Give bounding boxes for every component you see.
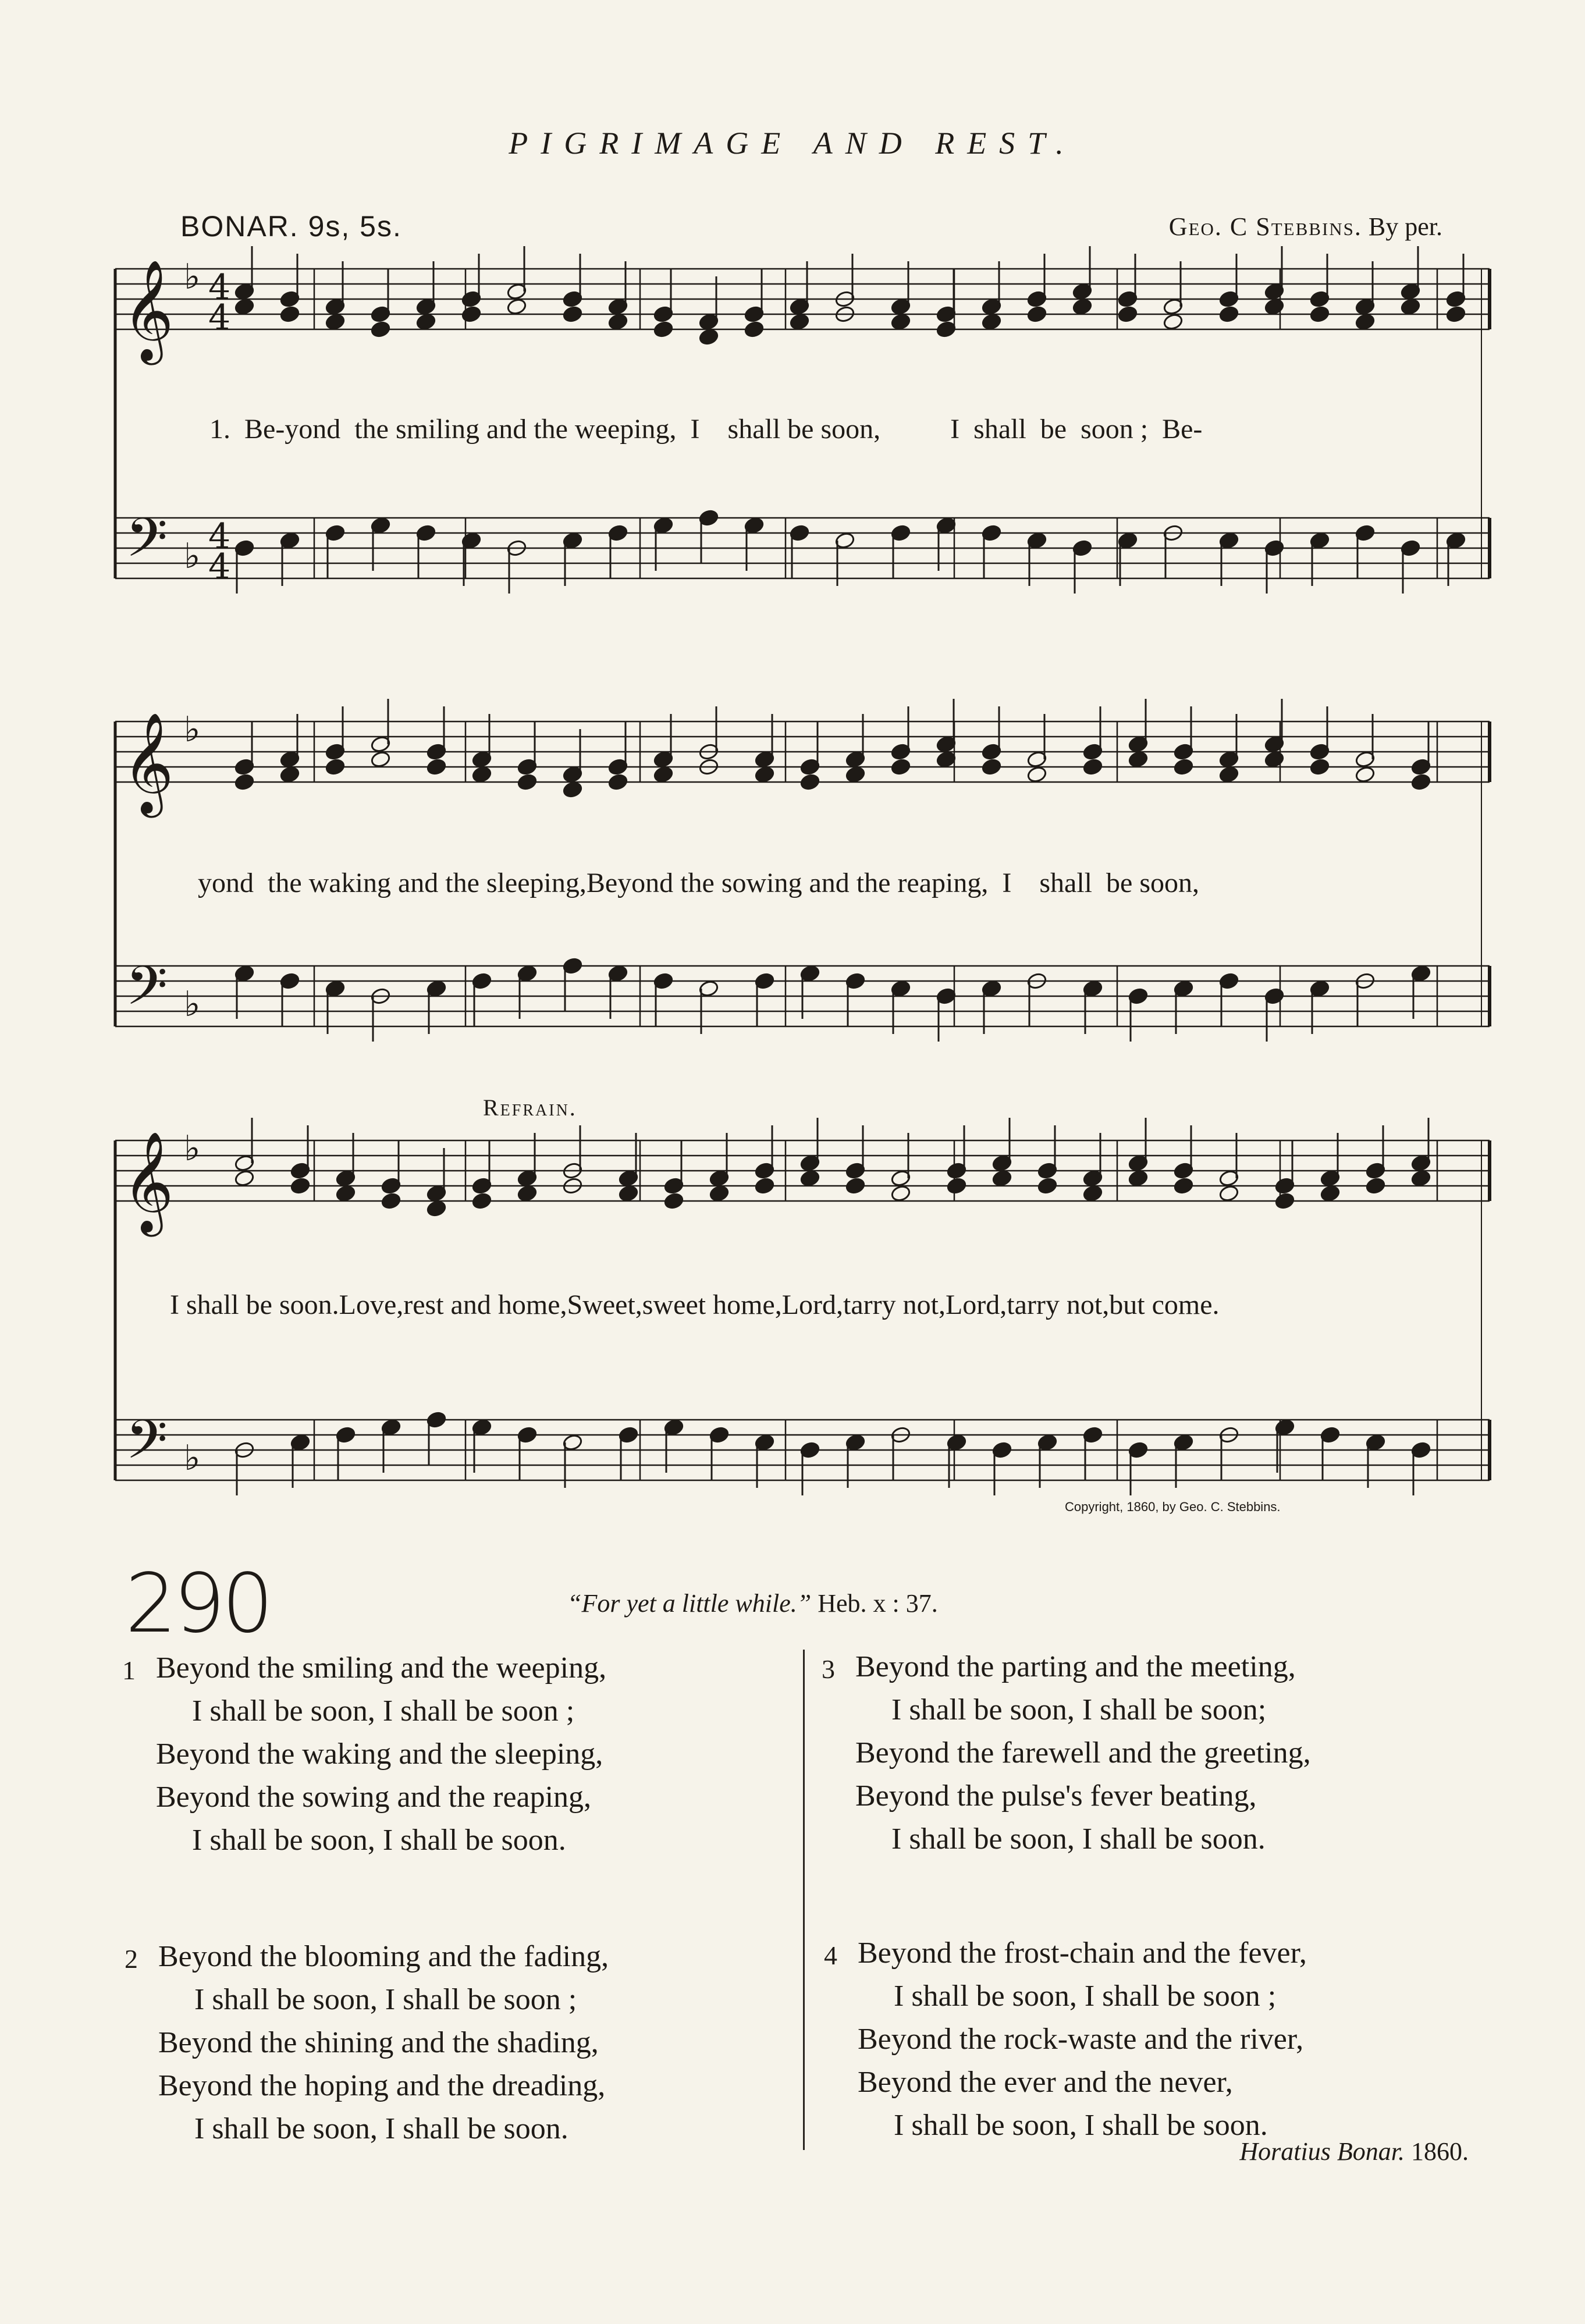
stanza-line: I shall be soon, I shall be soon;	[891, 1693, 1267, 1726]
stanza-line: Beyond the blooming and the fading,	[158, 1940, 609, 1973]
stanza-line: I shall be soon, I shall be soon ;	[894, 1980, 1277, 2013]
bass-clef-icon: 𝄢	[126, 955, 168, 1030]
note-head	[936, 321, 957, 339]
note-head	[890, 313, 911, 331]
note-head	[799, 1170, 820, 1188]
lyric-line-3: I shall be soon.Love,rest and home,Sweet,sweet home,Lord,tarry not,Lord,tarry not,but come.	[170, 1289, 1220, 1320]
flat-key-icon: ♭	[184, 535, 201, 577]
note-head	[618, 1185, 639, 1203]
author-credit	[1239, 2137, 1469, 2166]
note-head	[754, 766, 775, 784]
note-head	[234, 298, 255, 316]
note-head	[1264, 751, 1285, 769]
note-head	[991, 1170, 1012, 1188]
scripture-reference	[567, 1589, 938, 1618]
note-head	[279, 766, 300, 784]
treble-clef-icon: 𝄞	[122, 260, 174, 361]
tune-name: BONAR. 9s, 5s.	[180, 210, 402, 243]
flat-key-icon: ♭	[184, 1128, 201, 1169]
stanza-4	[824, 1932, 1307, 2147]
note-head	[607, 313, 628, 331]
time-signature-icon: 4	[208, 546, 231, 587]
note-head	[1355, 313, 1376, 331]
note-head	[1218, 305, 1239, 324]
copyright-notice: Copyright, 1860, by Geo. C. Stebbins.	[1065, 1499, 1281, 1514]
stanza-line: I shall be soon, I shall be soon ;	[192, 1694, 575, 1728]
note-head	[381, 1192, 401, 1210]
note-head	[234, 1170, 255, 1188]
note-head	[789, 313, 810, 331]
author-name: Horatius Bonar.	[1239, 2137, 1405, 2166]
bass-clef-icon: 𝄢	[126, 507, 168, 582]
note-head	[1274, 1192, 1295, 1210]
stanza-number: 4	[824, 1941, 837, 1970]
stanza-line: I shall be soon, I shall be soon.	[894, 2109, 1268, 2142]
stanza-line: Beyond the rock-waste and the river,	[858, 2023, 1304, 2056]
note-head	[890, 758, 911, 776]
note-head	[1410, 773, 1431, 791]
note-head	[1400, 298, 1421, 316]
note-head	[234, 773, 255, 791]
note-head	[1355, 766, 1376, 784]
note-head	[744, 321, 765, 339]
note-head	[653, 766, 674, 784]
note-head	[981, 313, 1002, 331]
note-head	[517, 1185, 538, 1203]
note-head	[981, 758, 1002, 776]
note-head	[1173, 758, 1194, 776]
time-signature-icon: 4	[208, 267, 231, 308]
note-head	[1218, 1185, 1239, 1203]
stanza-line: I shall be soon, I shall be soon.	[891, 1822, 1266, 1856]
note-head	[426, 1200, 447, 1218]
note-head	[1365, 1177, 1386, 1195]
note-head	[845, 1177, 866, 1195]
note-head	[517, 773, 538, 791]
scripture-quote: “For yet a little while.”	[567, 1589, 812, 1618]
note-head	[1117, 305, 1138, 324]
stanza-line: Beyond the frost-chain and the fever,	[858, 1936, 1307, 1970]
flat-key-icon: ♭	[184, 1437, 201, 1479]
note-head	[370, 751, 391, 769]
note-head	[936, 751, 957, 769]
stanza-number: 1	[122, 1655, 136, 1685]
time-signature-icon: 4	[208, 516, 231, 557]
stanza-line: Beyond the ever and the never,	[858, 2066, 1233, 2099]
note-head	[1309, 758, 1330, 776]
treble-clef-icon: 𝄞	[122, 712, 174, 813]
note-head	[1309, 305, 1330, 324]
lyric-line-1: 1. Be-yond the smiling and the weeping, I shall be soon, I shall be soon ; Be-	[209, 414, 1203, 445]
stanza-line: Beyond the parting and the meeting,	[855, 1650, 1296, 1683]
note-head	[1082, 1185, 1103, 1203]
stanza-line: Beyond the pulse's fever beating,	[855, 1779, 1257, 1813]
note-head	[890, 1185, 911, 1203]
note-head	[325, 758, 346, 776]
note-head	[653, 321, 674, 339]
note-head	[663, 1192, 684, 1210]
stanza-line: Beyond the sowing and the reaping,	[156, 1781, 592, 1814]
note-head	[279, 305, 300, 324]
stanza-1	[122, 1647, 607, 1862]
note-head	[1264, 298, 1285, 316]
note-head	[698, 328, 719, 346]
note-head	[335, 1185, 356, 1203]
note-head	[426, 758, 447, 776]
note-head	[1037, 1177, 1058, 1195]
stanza-line: I shall be soon, I shall be soon.	[192, 1824, 566, 1857]
stanza-number: 3	[822, 1654, 835, 1684]
stanza-line: I shall be soon, I shall be soon ;	[194, 1983, 577, 2016]
note-head	[1173, 1177, 1194, 1195]
bass-clef-icon: 𝄢	[126, 1409, 168, 1484]
note-head	[1445, 305, 1466, 324]
note-head	[845, 766, 866, 784]
note-head	[799, 773, 820, 791]
note-head	[1218, 766, 1239, 784]
note-head	[471, 766, 492, 784]
running-head: PIGRIMAGE AND REST.	[509, 126, 1076, 161]
note-head	[562, 781, 583, 799]
note-head	[607, 773, 628, 791]
stanza-line: Beyond the smiling and the weeping,	[156, 1651, 607, 1685]
refrain-label: Refrain.	[483, 1095, 577, 1121]
note-head	[1128, 751, 1149, 769]
note-head	[1072, 298, 1093, 316]
flat-key-icon: ♭	[184, 256, 201, 297]
note-head	[1163, 313, 1184, 331]
hymn-number: 290	[125, 1557, 271, 1651]
stanza-line: I shall be soon, I shall be soon.	[194, 2112, 568, 2145]
scripture-citation: Heb. x : 37.	[811, 1589, 938, 1618]
flat-key-icon: ♭	[184, 709, 201, 750]
author-year: 1860.	[1405, 2137, 1469, 2166]
note-head	[471, 1192, 492, 1210]
note-head	[1082, 758, 1103, 776]
note-head	[290, 1177, 311, 1195]
treble-clef-icon: 𝄞	[122, 1131, 174, 1232]
stanza-3	[822, 1646, 1311, 1861]
note-head	[1410, 1170, 1431, 1188]
note-head	[461, 305, 482, 324]
note-head	[370, 321, 391, 339]
stanza-line: Beyond the shining and the shading,	[158, 2026, 599, 2059]
time-signature-icon: 4	[208, 297, 231, 338]
lyric-line-2: yond the waking and the sleeping,Beyond the sowing and the reaping, I shall be soon,	[198, 868, 1199, 898]
stanza-2	[125, 1935, 609, 2151]
stanza-line: Beyond the waking and the sleeping,	[156, 1737, 603, 1771]
note-head	[709, 1185, 730, 1203]
note-head	[415, 313, 436, 331]
note-head	[1026, 305, 1047, 324]
flat-key-icon: ♭	[184, 983, 201, 1025]
permission-note: By per.	[1362, 212, 1442, 241]
column-divider	[803, 1650, 805, 2150]
stanza-line: Beyond the farewell and the greeting,	[855, 1736, 1311, 1769]
note-head	[506, 298, 527, 316]
note-head	[325, 313, 346, 331]
composer-name: Geo. C Stebbins.	[1168, 212, 1362, 241]
stanza-line: Beyond the hoping and the dreading,	[158, 2069, 606, 2102]
note-head	[946, 1177, 967, 1195]
note-head	[1128, 1170, 1149, 1188]
note-head	[1320, 1185, 1341, 1203]
stanza-number: 2	[125, 1944, 138, 1974]
note-head	[562, 305, 583, 324]
note-head	[754, 1177, 775, 1195]
note-head	[1026, 766, 1047, 784]
